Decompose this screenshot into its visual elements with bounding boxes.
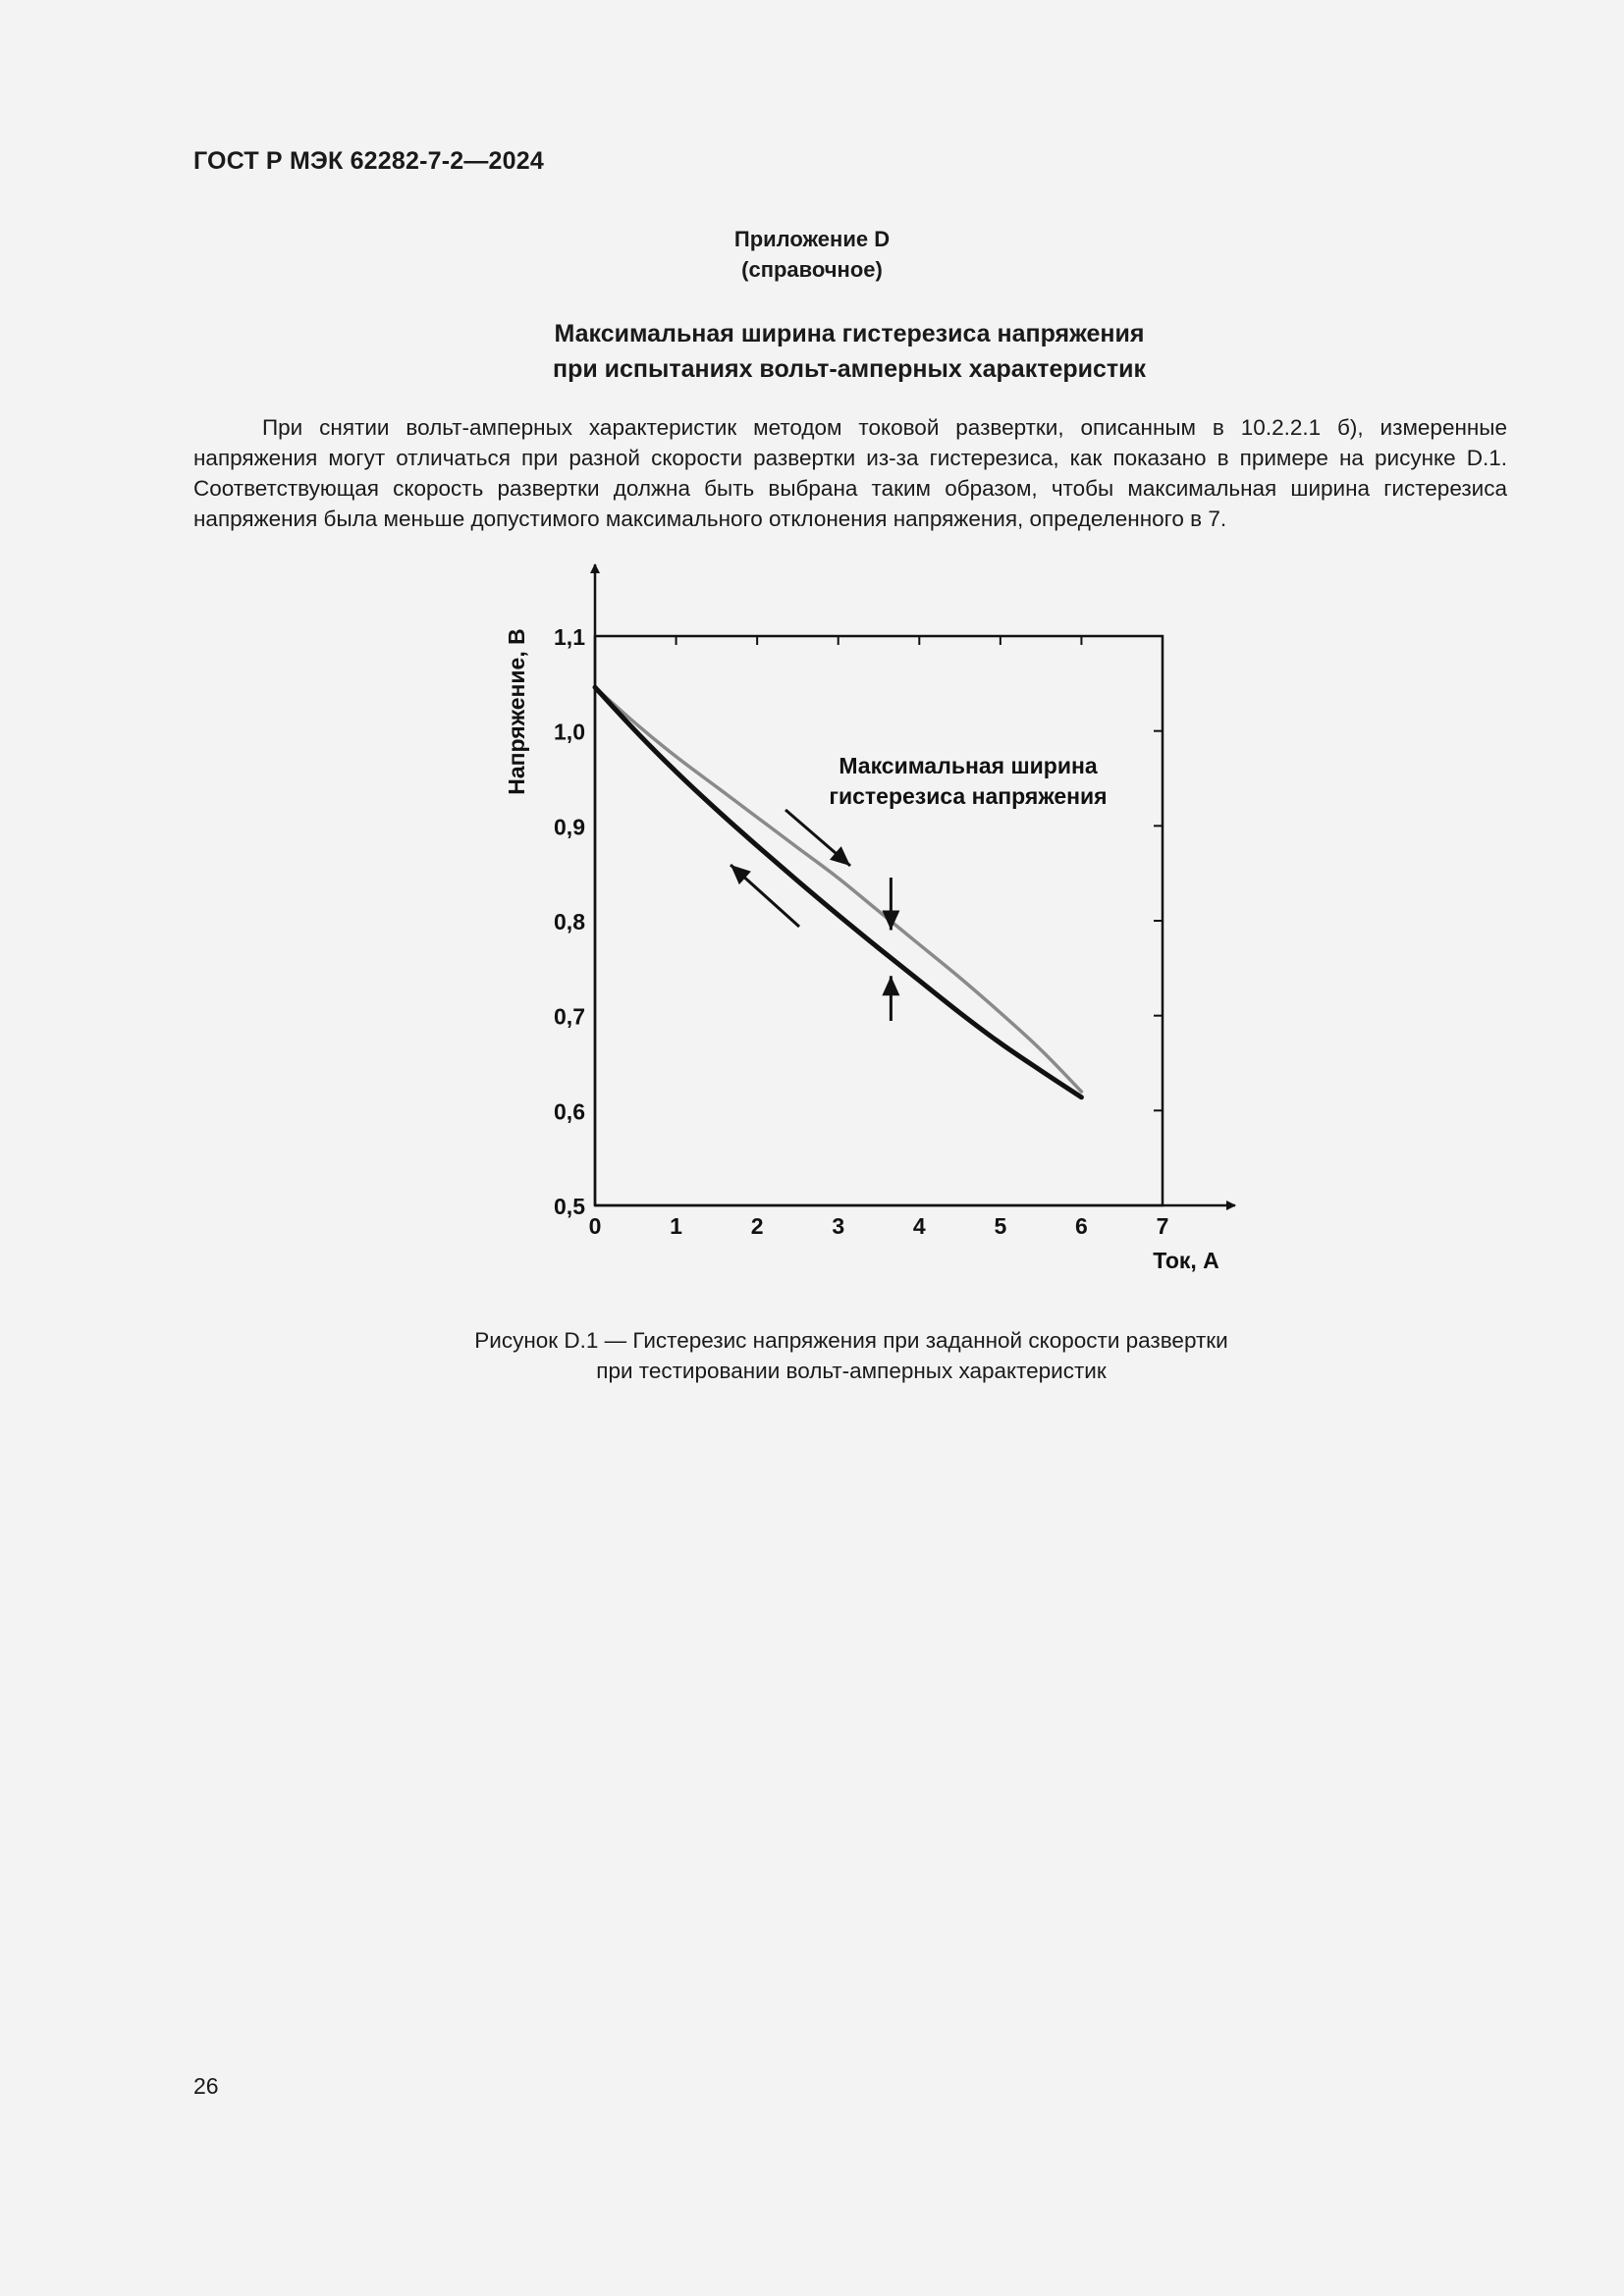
annex-title-line-1: Максимальная ширина гистерезиса напряжения xyxy=(554,320,1145,347)
annotation-line-1: Максимальная ширина xyxy=(839,753,1098,778)
max-width-bottom-arrow-head xyxy=(882,976,899,995)
x-tick-label: 3 xyxy=(832,1213,845,1239)
annotation-line-2: гистерезиса напряжения xyxy=(829,783,1108,809)
y-tick-label: 0,5 xyxy=(554,1194,585,1219)
y-tick-label: 0,7 xyxy=(554,1003,585,1030)
figure-caption-line-1: Рисунок D.1 — Гистерезис напряжения при заданной скорости развертки xyxy=(474,1328,1228,1353)
series-line-forward xyxy=(595,687,1081,1092)
x-tick-label: 5 xyxy=(994,1213,1007,1239)
figure-caption xyxy=(0,1325,1624,1386)
x-tick-label: 6 xyxy=(1075,1213,1088,1239)
page-number: 26 xyxy=(193,2073,219,2099)
y-tick-label: 0,9 xyxy=(554,814,585,840)
annex-type: (справочное) xyxy=(741,257,883,282)
y-tick-label: 0,8 xyxy=(554,909,585,934)
x-tick-label: 7 xyxy=(1156,1213,1169,1239)
x-tick-label: 4 xyxy=(912,1213,926,1239)
y-tick-label: 1,1 xyxy=(554,624,585,650)
body-paragraph: При снятии вольт-амперных характеристик методом токовой развертки, описанным в 10.2.2.1 б), измеренные напряжения могут отличаться при разной скорости развертки из-за гистерезиса, как показано в примере на рисунке D.1. Соответствующая скорость развертки должна быть выбрана таким образом, чтобы максимальная ширина гистерезиса напряжения была меньше допустимого максимального отклонения напряжения, определенного в 7. xyxy=(193,415,1507,531)
figure-caption-line-2: при тестировании вольт-амперных характеристик xyxy=(596,1359,1107,1383)
y-tick-label: 1,0 xyxy=(554,719,585,745)
y-axis-label: Напряжение, В xyxy=(504,628,529,795)
x-axis-label: Ток, А xyxy=(1153,1248,1219,1273)
x-tick-label: 1 xyxy=(670,1213,682,1239)
plot-frame xyxy=(595,636,1163,1205)
y-tick-label: 0,6 xyxy=(554,1098,585,1125)
x-tick-label: 0 xyxy=(588,1213,602,1239)
x-tick-label: 2 xyxy=(750,1213,764,1239)
annex-title-line-2: при испытаниях вольт-амперных характеристик xyxy=(552,355,1147,383)
annex-label: Приложение D xyxy=(733,227,891,251)
standard-header: ГОСТ Р МЭК 62282-7-2—2024 xyxy=(193,147,544,175)
